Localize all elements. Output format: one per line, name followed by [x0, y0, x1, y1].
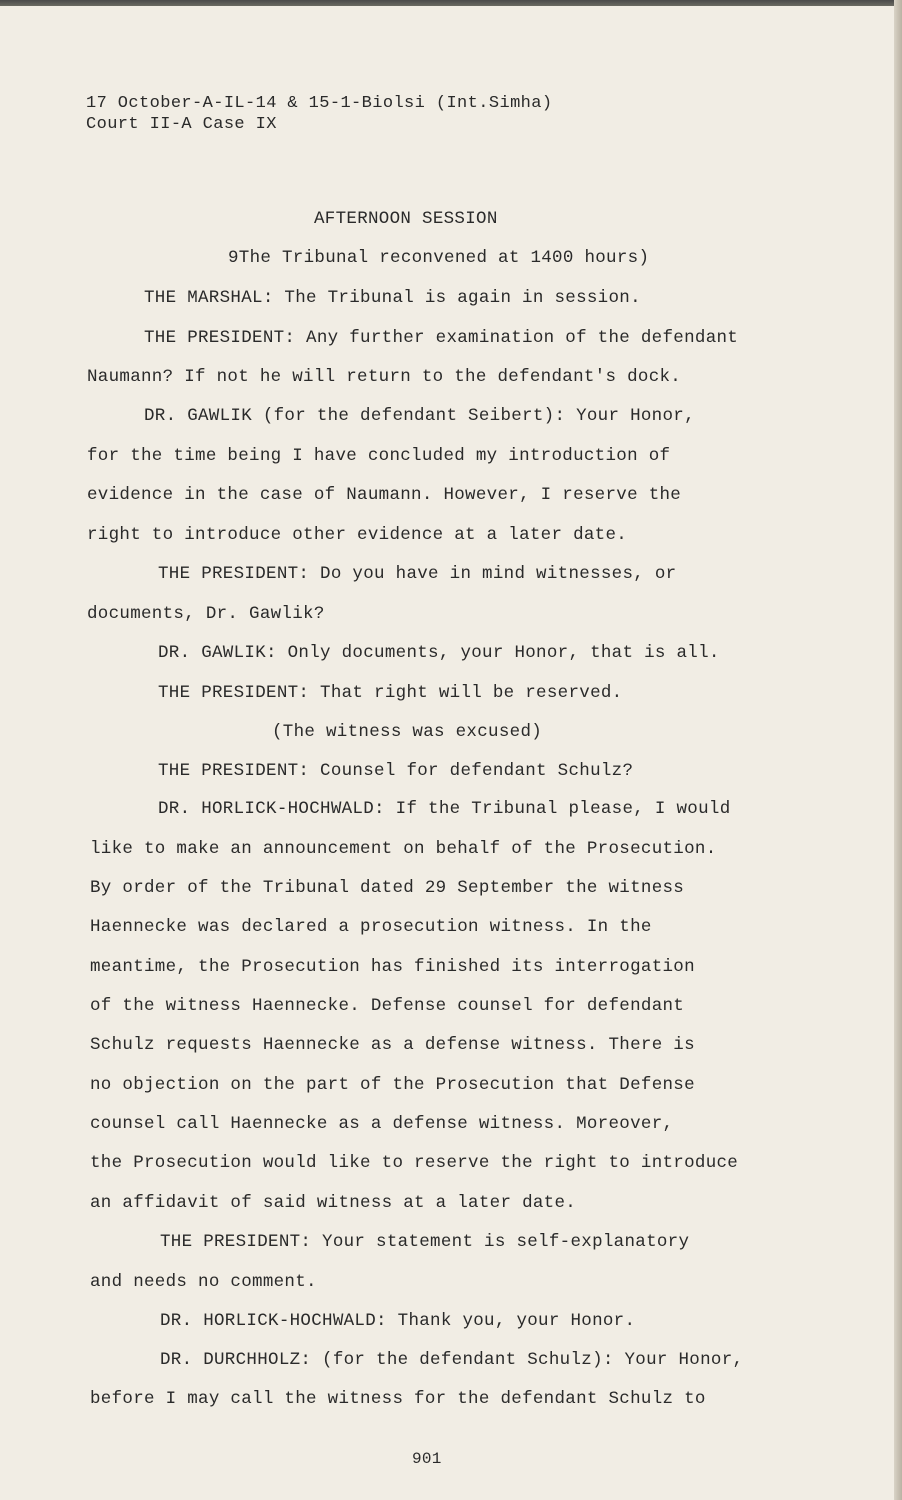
transcript-line: like to make an announcement on behalf of the Prosecution. [90, 839, 717, 859]
transcript-line: 9The Tribunal reconvened at 1400 hours) [228, 248, 650, 268]
transcript-line: the Prosecution would like to reserve the right to introduce [90, 1153, 739, 1173]
transcript-line: counsel call Haennecke as a defense witness. Moreover, [90, 1114, 674, 1134]
transcript-line: DR. HORLICK-HOCHWALD: Thank you, your Honor. [160, 1311, 636, 1331]
transcript-line: THE PRESIDENT: Counsel for defendant Schulz? [158, 761, 634, 781]
transcript-line: DR. DURCHHOLZ: (for the defendant Schulz): Your Honor, [160, 1350, 744, 1370]
transcript-line: (The witness was excused) [272, 722, 543, 742]
transcript-line: evidence in the case of Naumann. However, I reserve the [87, 485, 682, 505]
transcript-line: THE PRESIDENT: That right will be reserved. [158, 683, 623, 703]
transcript-line: right to introduce other evidence at a later date. [87, 525, 628, 545]
transcript-line: Schulz requests Haennecke as a defense witness. There is [90, 1035, 695, 1055]
transcript-line: THE PRESIDENT: Any further examination of the defendant [144, 328, 739, 348]
transcript-line: THE PRESIDENT: Do you have in mind witnesses, or [158, 564, 677, 584]
transcript-line: Haennecke was declared a prosecution witness. In the [90, 917, 652, 937]
transcript-line: DR. GAWLIK (for the defendant Seibert): Your Honor, [144, 406, 695, 426]
transcript-line: for the time being I have concluded my introduction of [87, 446, 671, 466]
case-header-line-2: Court II-A Case IX [86, 115, 277, 134]
transcript-line: and needs no comment. [90, 1272, 317, 1292]
page-top-edge [0, 0, 902, 6]
transcript-line: an affidavit of said witness at a later date. [90, 1193, 577, 1213]
transcript-line: DR. GAWLIK: Only documents, your Honor, that is all. [158, 643, 720, 663]
transcript-line: of the witness Haennecke. Defense counsel for defendant [90, 996, 685, 1016]
transcript-line: no objection on the part of the Prosecution that Defense [90, 1075, 695, 1095]
page-number: 901 [412, 1450, 442, 1468]
page-right-edge [894, 0, 902, 1500]
transcript-line: documents, Dr. Gawlik? [87, 604, 325, 624]
transcript-line: DR. HORLICK-HOCHWALD: If the Tribunal please, I would [158, 799, 731, 819]
transcript-line: By order of the Tribunal dated 29 September the witness [90, 878, 685, 898]
case-header-line-1: 17 October-A-IL-14 & 15-1-Biolsi (Int.Simha) [86, 94, 553, 113]
transcript-line: meantime, the Prosecution has finished its interrogation [90, 957, 695, 977]
transcript-line: THE MARSHAL: The Tribunal is again in session. [144, 288, 641, 308]
transcript-line: before I may call the witness for the defendant Schulz to [90, 1389, 706, 1409]
transcript-line: THE PRESIDENT: Your statement is self-explanatory [160, 1232, 690, 1252]
transcript-line: Naumann? If not he will return to the defendant's dock. [87, 367, 682, 387]
session-title: AFTERNOON SESSION [314, 209, 498, 229]
